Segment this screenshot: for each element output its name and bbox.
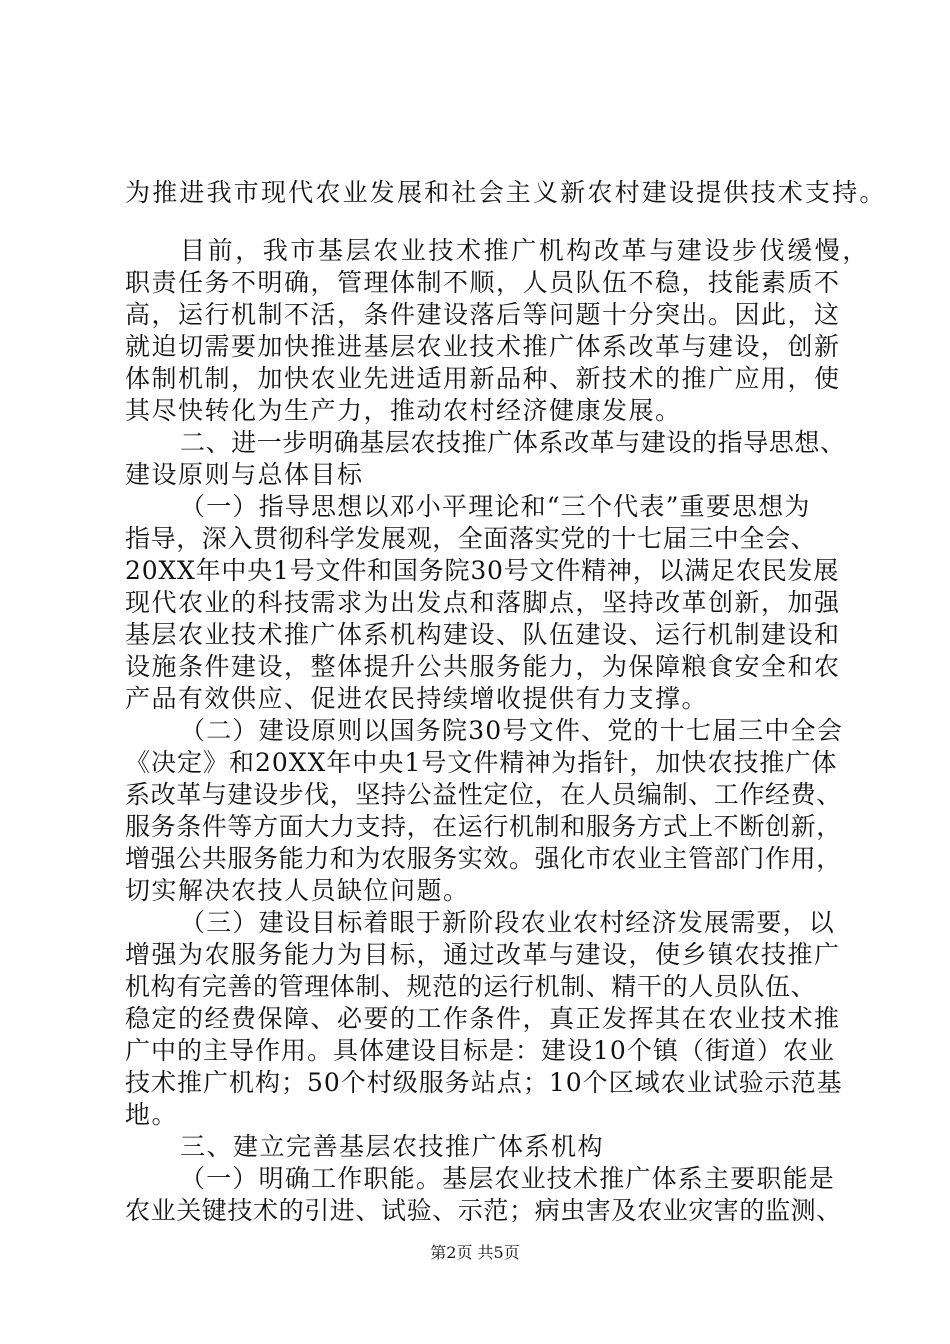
text-line: 设施条件建设，整体提升公共服务能力，为保障粮食安全和农 [125, 652, 841, 681]
text-line: 广中的主导作用。具体建设目标是：建设10个镇（街道）农业 [125, 1036, 835, 1065]
text-line: 高，运行机制不活，条件建设落后等问题十分突出。因此，这 [125, 300, 841, 329]
text-line: （一）指导思想以邓小平理论和“三个代表”重要思想为 [180, 492, 811, 521]
text-line: 指导，深入贯彻科学发展观，全面落实党的十七届三中全会、 [125, 524, 817, 553]
text-line: 20XX年中央1号文件和国务院30号文件精神，以满足农民发展 [125, 556, 840, 585]
text-line: 农业关键技术的引进、试验、示范；病虫害及农业灾害的监测、 [125, 1196, 842, 1225]
text-line: 目前，我市基层农业技术推广机构改革与建设步伐缓慢， [180, 236, 871, 265]
text-line: 其尽快转化为生产力，推动农村经济健康发展。 [125, 396, 682, 425]
text-line: 职责任务不明确，管理体制不顺，人员队伍不稳，技能素质不 [125, 268, 841, 297]
text-line: 为推进我市现代农业发展和社会主义新农村建设提供技术支持。 [125, 178, 887, 207]
text-line: 基层农业技术推广体系机构建设、队伍建设、运行机制建设和 [125, 620, 841, 649]
section-heading: 建设原则与总体目标 [125, 460, 364, 489]
text-line: 切实解决农技人员缺位问题。 [125, 876, 470, 905]
text-line: （三）建设目标着眼于新阶段农业农村经济发展需要，以 [180, 908, 836, 937]
text-line: 《决定》和20XX年中央1号文件精神为指针，加快农技推广体 [125, 748, 838, 777]
section-heading: 三、建立完善基层农技推广体系机构 [180, 1132, 605, 1161]
text-line: 增强公共服务能力和为农服务实效。强化市农业主管部门作用， [125, 844, 842, 873]
text-line: 产品有效供应、促进农民持续增收提供有力支撑。 [125, 684, 709, 713]
text-line: 地。 [125, 1100, 179, 1129]
text-line: 服务条件等方面大力支持，在运行机制和服务方式上不断创新， [125, 812, 842, 841]
text-line: 技术推广机构；50个村级服务站点；10个区域农业试验示范基 [125, 1068, 843, 1097]
text-line: 就迫切需要加快推进基层农业技术推广体系改革与建设，创新 [125, 332, 841, 361]
text-line: （二）建设原则以国务院30号文件、党的十七届三中全会 [180, 716, 844, 745]
text-line: 机构有完善的管理体制、规范的运行机制、精干的人员队伍、 [125, 972, 817, 1001]
text-line: 现代农业的科技需求为出发点和落脚点，坚持改革创新，加强 [125, 588, 841, 617]
text-line: 体制机制，加快农业先进适用新品种、新技术的推广应用，使 [125, 364, 841, 393]
text-line: （一）明确工作职能。基层农业技术推广体系主要职能是 [180, 1164, 836, 1193]
section-heading: 二、进一步明确基层农技推广体系改革与建设的指导思想、 [180, 428, 846, 457]
text-line: 稳定的经费保障、必要的工作条件，真正发挥其在农业技术推 [125, 1004, 841, 1033]
text-line: 增强为农服务能力为目标，通过改革与建设，使乡镇农技推广 [125, 940, 841, 969]
text-line: 系改革与建设步伐，坚持公益性定位，在人员编制、工作经费、 [125, 780, 842, 809]
page-number: 第2页 共5页 [430, 1243, 520, 1262]
